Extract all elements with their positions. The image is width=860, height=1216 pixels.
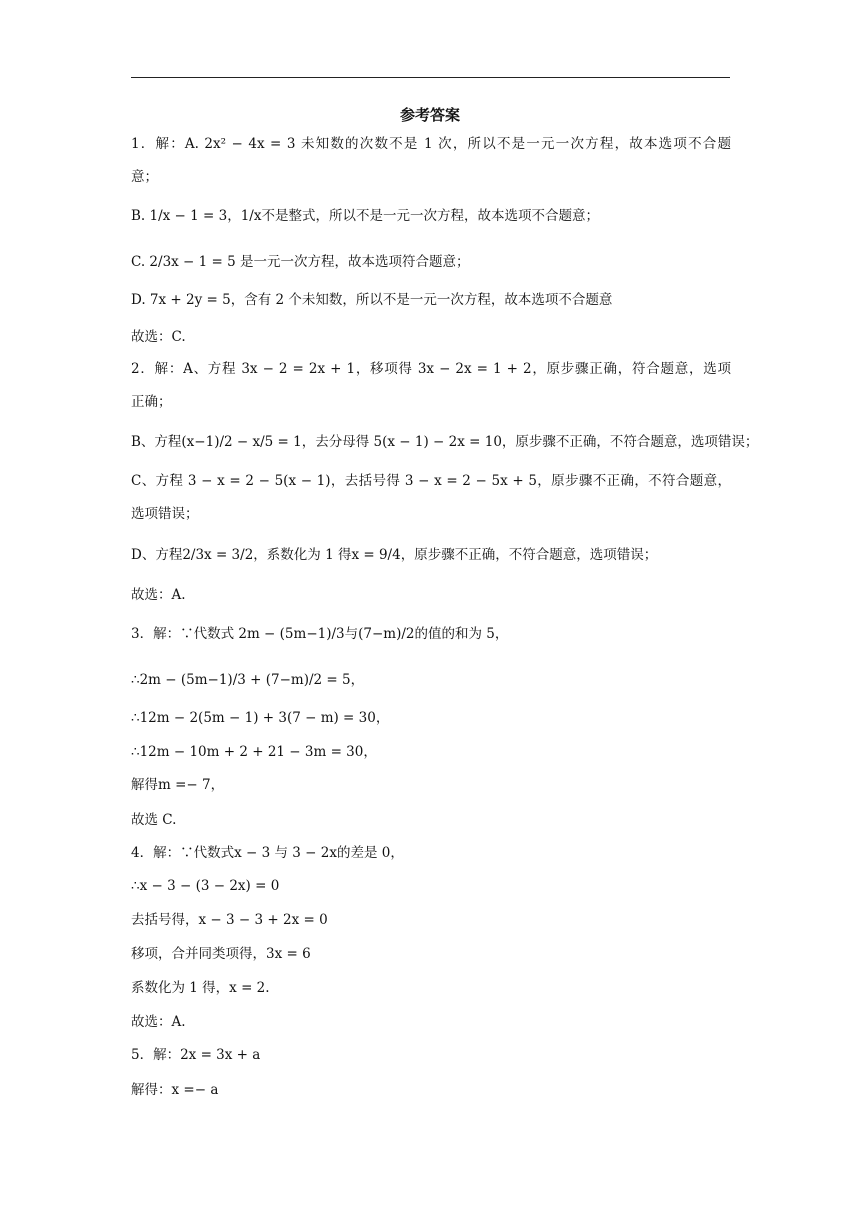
- answer-line: 1．解：A. 2x² − 4x = 3 未知数的次数不是 1 次，所以不是一元一次方程，故本选项不合题: [131, 136, 731, 152]
- answer-line: 故选：C.: [131, 329, 186, 345]
- answer-line: 选项错误；: [131, 506, 199, 522]
- answer-line: 3．解：∵代数式 2m − (5m−1)/3与(7−m)/2的值的和为 5，: [131, 626, 509, 642]
- header-rule: [131, 77, 730, 78]
- answer-line: 解得：x =− a: [131, 1082, 219, 1098]
- answer-line: 故选：A.: [131, 1014, 186, 1030]
- answer-line: 故选：A.: [131, 587, 186, 603]
- answer-line: C、方程 3 − x = 2 − 5(x − 1)，去括号得 3 − x = 2 − 5x + 5，原步骤不正确，不符合题意，: [131, 473, 731, 489]
- answer-line: D、方程2/3x = 3/2，系数化为 1 得x = 9/4，原步骤不正确，不符合题意，选项错误；: [131, 547, 658, 563]
- answer-line: 5．解：2x = 3x + a: [131, 1047, 261, 1063]
- answer-line: 解得m =− 7，: [131, 777, 225, 793]
- answer-line: 系数化为 1 得，x = 2.: [131, 980, 270, 996]
- answer-line: ∴12m − 2(5m − 1) + 3(7 − m) = 30，: [131, 710, 390, 726]
- answer-line: B. 1/x − 1 = 3，1/x不是整式，所以不是一元一次方程，故本选项不合题意；: [131, 208, 599, 224]
- answer-line: ∴x − 3 − (3 − 2x) = 0: [131, 878, 280, 894]
- answer-line: 意；: [131, 169, 158, 185]
- answer-line: 4．解：∵代数式x − 3 与 3 − 2x的差是 0，: [131, 845, 404, 861]
- answer-line: 故选 C.: [131, 812, 177, 828]
- answer-line: ∴2m − (5m−1)/3 + (7−m)/2 = 5，: [131, 672, 365, 688]
- answer-line: ∴12m − 10m + 2 + 21 − 3m = 30，: [131, 744, 377, 760]
- answer-line: 去括号得，x − 3 − 3 + 2x = 0: [131, 912, 328, 928]
- page-title: 参考答案: [399, 106, 460, 124]
- answer-line: D. 7x + 2y = 5，含有 2 个未知数，所以不是一元一次方程，故本选项不合题意: [131, 292, 613, 308]
- answer-line: 正确；: [131, 394, 172, 410]
- answer-line: C. 2/3x − 1 = 5 是一元一次方程，故本选项符合题意；: [131, 254, 470, 270]
- answer-line: B、方程(x−1)/2 − x/5 = 1，去分母得 5(x − 1) − 2x = 10，原步骤不正确，不符合题意，选项错误；: [131, 434, 759, 450]
- answer-line: 移项，合并同类项得，3x = 6: [131, 946, 311, 962]
- answer-line: 2．解：A、方程 3x − 2 = 2x + 1，移项得 3x − 2x = 1 + 2，原步骤正确，符合题意，选项: [131, 361, 731, 377]
